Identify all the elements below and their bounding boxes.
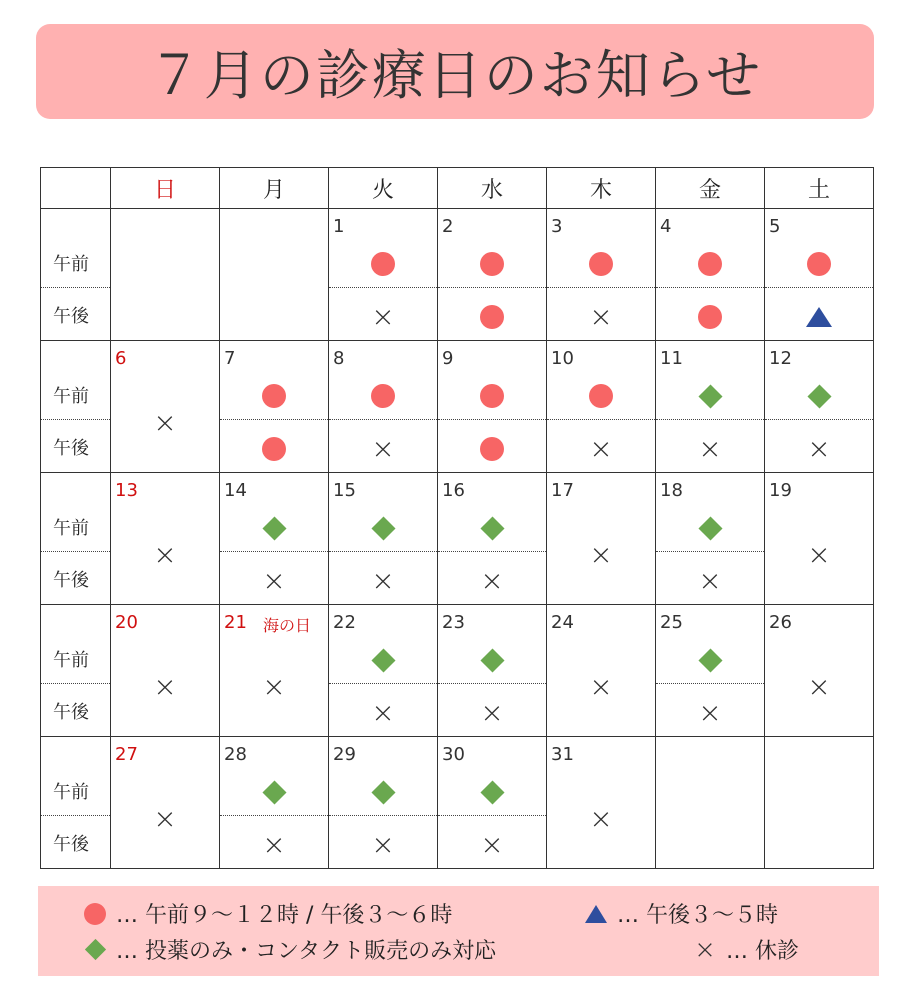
day-number: 16	[442, 480, 465, 501]
day-cell	[765, 605, 874, 737]
day-cell	[656, 473, 765, 605]
week-row	[41, 737, 874, 869]
circle-icon	[478, 382, 506, 410]
cross-icon: ×	[589, 538, 613, 571]
cross-icon: ×	[371, 300, 395, 333]
day-number: 5	[769, 216, 781, 237]
cross-icon: ×	[153, 670, 177, 703]
weekday-header: 火	[329, 168, 438, 209]
day-cell	[765, 473, 874, 605]
day-number: 26	[769, 612, 792, 633]
day-cell	[438, 737, 547, 869]
day-cell	[656, 209, 765, 341]
circle-icon	[587, 382, 615, 410]
diamond-icon	[260, 514, 288, 542]
day-number: 25	[660, 612, 683, 633]
cross-icon: ×	[807, 670, 831, 703]
cross-icon: ×	[480, 564, 504, 597]
period-label-cell	[41, 605, 111, 737]
cross-icon: ×	[589, 802, 613, 835]
day-number: 14	[224, 480, 247, 501]
legend-cross	[692, 934, 799, 965]
circle-icon	[696, 250, 724, 278]
legend-triangle	[583, 898, 778, 929]
cross-icon: ×	[480, 828, 504, 861]
cross-icon: ×	[153, 802, 177, 835]
pm-label: 午後	[53, 306, 89, 327]
diamond-icon	[478, 778, 506, 806]
day-number: 6	[115, 348, 127, 369]
day-cell	[111, 737, 220, 869]
cross-icon: ×	[589, 432, 613, 465]
pm-label: 午後	[53, 702, 89, 723]
diamond-icon	[369, 514, 397, 542]
day-cell	[438, 341, 547, 473]
page-title: ７月の診療日のお知らせ	[147, 44, 763, 107]
day-cell	[547, 341, 656, 473]
day-cell	[547, 737, 656, 869]
weekday-header: 月	[220, 168, 329, 209]
day-number: 17	[551, 480, 574, 501]
circle-icon	[82, 901, 108, 927]
day-number: 3	[551, 216, 563, 237]
circle-icon	[260, 382, 288, 410]
day-cell	[329, 341, 438, 473]
circle-icon	[369, 250, 397, 278]
cross-icon: ×	[698, 696, 722, 729]
am-label: 午前	[53, 518, 89, 539]
day-number: 7	[224, 348, 236, 369]
period-label-cell	[41, 209, 111, 341]
legend-triangle-text: … 午後３～５時	[617, 903, 778, 928]
cross-icon: ×	[153, 406, 177, 439]
day-number: 15	[333, 480, 356, 501]
circle-icon	[369, 382, 397, 410]
cross-icon: ×	[589, 670, 613, 703]
cross-icon: ×	[807, 432, 831, 465]
empty-cell	[656, 737, 765, 869]
cross-icon: ×	[807, 538, 831, 571]
day-cell	[765, 341, 874, 473]
am-label: 午前	[53, 386, 89, 407]
am-label: 午前	[53, 650, 89, 671]
day-cell	[765, 209, 874, 341]
diamond-icon	[478, 514, 506, 542]
circle-icon	[805, 250, 833, 278]
diamond-icon	[696, 382, 724, 410]
am-label: 午前	[53, 254, 89, 275]
cross-icon: ×	[589, 300, 613, 333]
day-cell	[329, 473, 438, 605]
cross-icon: ×	[371, 696, 395, 729]
weekday-header: 日	[111, 168, 220, 209]
day-number: 24	[551, 612, 574, 633]
day-number: 12	[769, 348, 792, 369]
period-label-cell	[41, 737, 111, 869]
circle-icon	[478, 303, 506, 331]
legend	[38, 886, 879, 976]
day-cell	[329, 737, 438, 869]
day-number: 29	[333, 744, 356, 765]
day-cell	[438, 605, 547, 737]
day-cell	[438, 209, 547, 341]
day-number: 28	[224, 744, 247, 765]
header-corner	[41, 168, 111, 209]
circle-icon	[587, 250, 615, 278]
day-cell	[547, 605, 656, 737]
cross-icon: ×	[262, 564, 286, 597]
day-number: 31	[551, 744, 574, 765]
day-number: 13	[115, 480, 138, 501]
pm-label: 午後	[53, 438, 89, 459]
day-number: 9	[442, 348, 454, 369]
diamond-icon	[260, 778, 288, 806]
cross-icon: ×	[480, 696, 504, 729]
calendar-table	[40, 167, 874, 869]
triangle-icon	[805, 303, 833, 331]
week-row	[41, 473, 874, 605]
pm-label: 午後	[53, 570, 89, 591]
day-number: 21	[224, 612, 247, 633]
day-cell	[111, 473, 220, 605]
day-number: 20	[115, 612, 138, 633]
day-cell	[547, 209, 656, 341]
day-number: 18	[660, 480, 683, 501]
day-cell	[329, 605, 438, 737]
triangle-icon	[583, 901, 609, 927]
day-cell	[220, 737, 329, 869]
day-cell	[220, 473, 329, 605]
diamond-icon	[805, 382, 833, 410]
day-number: 30	[442, 744, 465, 765]
day-cell	[438, 473, 547, 605]
day-number: 19	[769, 480, 792, 501]
day-number: 10	[551, 348, 574, 369]
cross-icon: ×	[262, 670, 286, 703]
pm-label: 午後	[53, 834, 89, 855]
empty-cell	[111, 209, 220, 341]
day-number: 22	[333, 612, 356, 633]
day-cell	[656, 605, 765, 737]
title-banner	[36, 24, 874, 119]
legend-diamond-text: … 投薬のみ・コンタクト販売のみ対応	[116, 939, 497, 964]
circle-icon	[260, 435, 288, 463]
period-label-cell	[41, 341, 111, 473]
holiday-label: 海の日	[263, 616, 312, 635]
cross-icon: ×	[371, 828, 395, 861]
diamond-icon	[478, 646, 506, 674]
period-label-cell	[41, 473, 111, 605]
day-number: 27	[115, 744, 138, 765]
diamond-icon	[369, 778, 397, 806]
cross-icon: ×	[371, 432, 395, 465]
day-number: 11	[660, 348, 683, 369]
diamond-icon	[369, 646, 397, 674]
legend-cross-text: … 休診	[726, 939, 799, 964]
diamond-icon	[696, 646, 724, 674]
circle-icon	[696, 303, 724, 331]
week-row	[41, 209, 874, 341]
day-number: 2	[442, 216, 454, 237]
day-number: 23	[442, 612, 465, 633]
day-cell	[111, 605, 220, 737]
cross-icon: ×	[371, 564, 395, 597]
cross-icon: ×	[698, 564, 722, 597]
legend-circle	[82, 898, 452, 929]
empty-cell	[765, 737, 874, 869]
week-row	[41, 605, 874, 737]
weekday-header: 木	[547, 168, 656, 209]
circle-icon	[478, 250, 506, 278]
day-cell	[547, 473, 656, 605]
day-cell	[111, 341, 220, 473]
legend-diamond	[82, 934, 496, 965]
weekday-header: 金	[656, 168, 765, 209]
day-cell	[656, 341, 765, 473]
empty-cell	[220, 209, 329, 341]
day-number: 1	[333, 216, 345, 237]
cross-icon: ×	[698, 432, 722, 465]
legend-circle-text: … 午前９～１２時 / 午後３～６時	[116, 903, 453, 928]
day-cell	[329, 209, 438, 341]
weekday-header: 水	[438, 168, 547, 209]
diamond-icon	[82, 937, 108, 963]
weekday-header: 土	[765, 168, 874, 209]
cross-icon: ×	[262, 828, 286, 861]
cross-icon: ×	[694, 934, 716, 965]
diamond-icon	[696, 514, 724, 542]
day-number: 8	[333, 348, 345, 369]
circle-icon	[478, 435, 506, 463]
day-cell	[220, 341, 329, 473]
am-label: 午前	[53, 782, 89, 803]
week-row	[41, 341, 874, 473]
day-number: 4	[660, 216, 672, 237]
day-cell	[220, 605, 329, 737]
cross-icon: ×	[153, 538, 177, 571]
